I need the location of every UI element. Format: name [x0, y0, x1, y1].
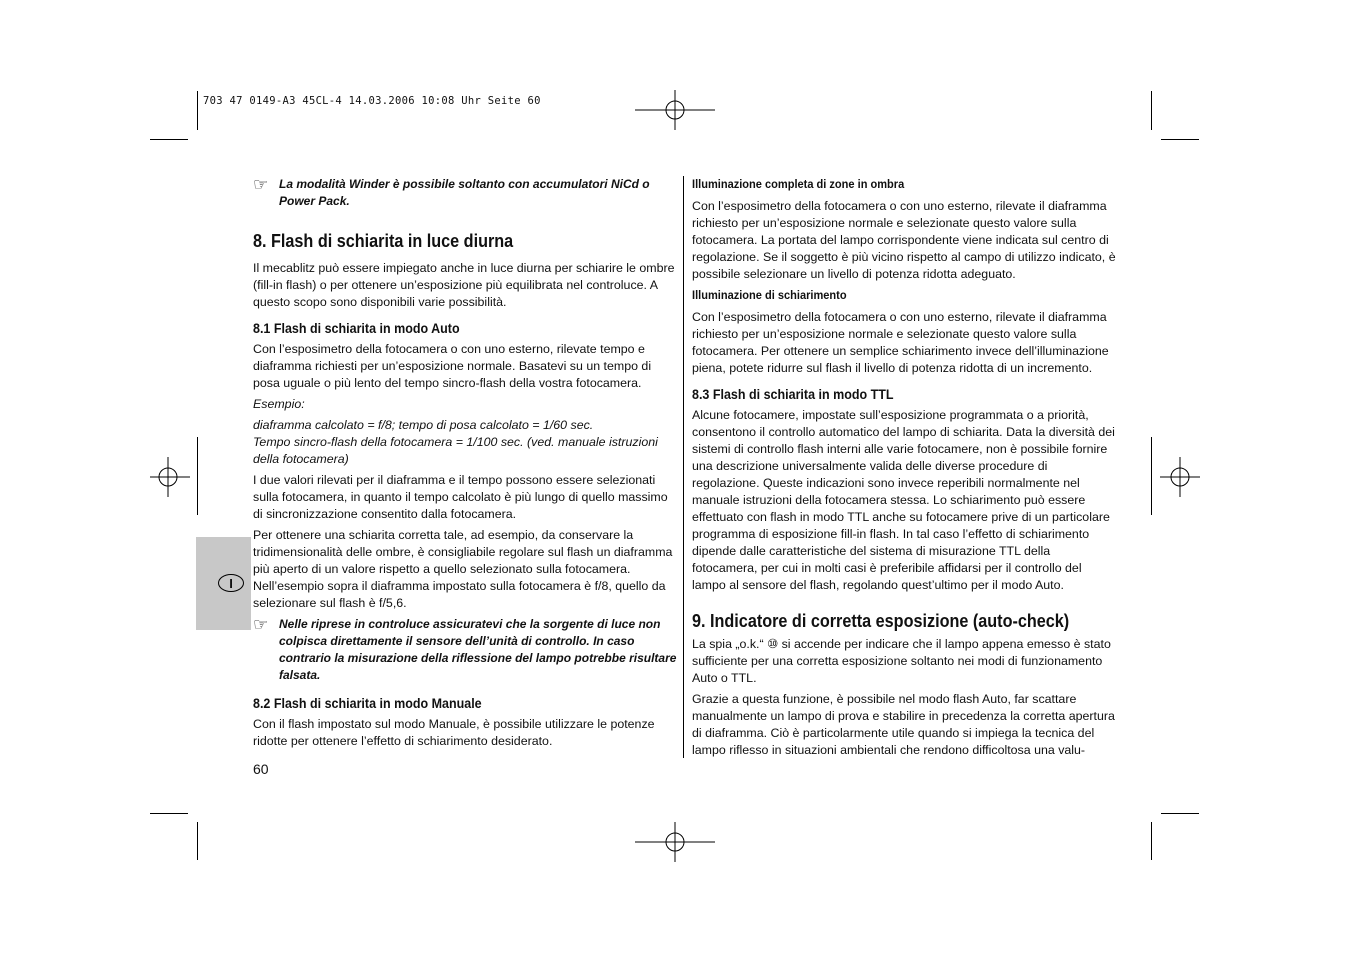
section-heading-8: 8. Flash di schiarita in luce diurna — [253, 231, 514, 251]
column-divider — [683, 176, 684, 758]
paragraph: I due valori rilevati per il diaframma e il tempo possono essere selezionati sulla fotocamera, in quanto il tempo calcolato è più lungo di quello massimo di sincronizzazione consentito dalla fotocamera. — [253, 473, 668, 521]
page-number: 60 — [253, 761, 269, 777]
subsection-heading-8-1: 8.1 Flash di schiarita in modo Auto — [253, 321, 460, 336]
paragraph: La spia „o.k.“ ⑩ si accende per indicare che il lampo appena emesso è stato sufficiente per una corretta esposizione soltanto nei modi di funzionamento Auto o TTL. — [692, 637, 1111, 685]
paragraph: Il mecablitz può essere impiegato anche in luce diurna per schiarire le ombre (fill-in flash) o per ottenere un’esposizione più equilibrata nel controluce. A questo scopo sono disponibili varie possibilità. — [253, 261, 675, 309]
note-text: Nelle riprese in controluce assicuratevi che la sorgente di luce non colpisca direttamente il sensore dell’unità di controllo. In caso contrario la misurazione della riflessione del lampo potrebbe risultare falsata. — [279, 617, 677, 682]
crop-mark — [150, 813, 188, 814]
print-slug: 703 47 0149-A3 45CL-4 14.03.2006 10:08 Uhr Seite 60 — [203, 95, 541, 107]
crop-mark — [1151, 91, 1152, 130]
registration-mark-icon — [635, 101, 715, 119]
language-tab-letter: I — [218, 574, 244, 592]
left-column — [253, 176, 677, 750]
subsection-heading-8-3: 8.3 Flash di schiarita in modo TTL — [692, 387, 894, 402]
pointing-hand-icon: ☞ — [253, 615, 269, 634]
paragraph: Con l’esposimetro della fotocamera o con uno esterno, rilevate il diaframma richiesto per un’esposizione normale e selezionate questo valore sulla fotocamera. Per ottenere un semplice schiarimento invece dell’illuminazione piena, potete ridurre sul flash il livello di potenza ridotta di un incremento. — [692, 310, 1109, 375]
subheading-fill-illumination: Illuminazione di schiarimento — [692, 288, 847, 302]
pointing-hand-icon: ☞ — [253, 175, 269, 194]
crop-mark — [1161, 813, 1199, 814]
crop-mark — [1151, 822, 1152, 860]
crop-mark — [1151, 437, 1152, 515]
note-text: La modalità Winder è possibile soltanto con accumulatori NiCd o Power Pack. — [279, 177, 650, 208]
note-backlight — [253, 616, 677, 684]
note-winder — [253, 176, 677, 210]
example-label: Esempio: — [253, 397, 305, 411]
crop-mark — [197, 437, 198, 515]
section-heading-9: 9. Indicatore di corretta esposizione (auto-check) — [692, 611, 1070, 631]
paragraph: Grazie a questa funzione, è possibile nel modo flash Auto, far scattare manualmente un lampo di prova e stabilire in precedenza la corretta apertura di diaframma. Ciò è particolarmente utile quando si impiega la tecnica del lampo riflesso in situazioni ambientali che rendono difficoltosa una valu- — [692, 692, 1115, 757]
subheading-full-illumination: Illuminazione completa di zone in ombra — [692, 177, 905, 191]
registration-mark-icon — [150, 457, 190, 497]
right-column — [692, 176, 1116, 759]
crop-mark — [197, 822, 198, 860]
paragraph: Con l’esposimetro della fotocamera o con uno esterno, rilevate il diaframma richiesto per un’esposizione normale e selezionate questo valore sulla fotocamera. La portata del lampo corrispondente viene indicata sul centro di regolazione. Se il soggetto è più vicino rispetto al campo di utilizzo indicato, è possibile selezionare un livello di potenza ridotta adeguato. — [692, 199, 1116, 281]
subsection-heading-8-2: 8.2 Flash di schiarita in modo Manuale — [253, 696, 482, 711]
crop-mark — [150, 139, 188, 140]
registration-mark-icon — [1160, 457, 1200, 497]
crop-mark — [1161, 139, 1199, 140]
paragraph: Con l’esposimetro della fotocamera o con uno esterno, rilevate tempo e diaframma richiesti per un’esposizione normale. Basatevi su un tempo di posa uguale o più lento del tempo sincro-flash della vostra fotocamera. — [253, 342, 652, 390]
example-line: Tempo sincro-flash della fotocamera = 1/100 sec. (ved. manuale istruzioni della fotocamera) — [253, 435, 658, 466]
paragraph: Con il flash impostato sul modo Manuale, è possibile utilizzare le potenze ridotte per ottenere l’effetto di schiarimento desiderato. — [253, 717, 655, 748]
paragraph: Per ottenere una schiarita corretta tale, ad esempio, da conservare la tridimensionalità delle ombre, è consigliabile regolare sul flash un diaframma più aperto di un valore rispetto a quello selezionato sulla fotocamera. Nell’esempio sopra il diaframma impostato sulla fotocamera è f/8, quello da selezionare sul flash è f/5,6. — [253, 528, 673, 610]
paragraph: Alcune fotocamere, impostate sull’esposizione programmata o a priorità, consentono il controllo automatico del lampo di schiarita. Data la diversità dei sistemi di controllo flash interni alle varie fotocamere, non è possibile fornire una descrizione universalmente valida delle diverse procedure di regolazione. Queste indicazioni sono invece reperibili normalmente nel manuale istruzioni della fotocamera stessa. Lo schiarimento può essere effettuato con flash in modo TTL anche su fotocamere prive di un particolare programma di esposizione fill-in flash. In tal caso l’effetto di schiarimento dipende dalle caratteristiche del sistema di misurazione TTL della fotocamera, per cui in molti casi è preferibile affidarsi per il controllo del lampo al sensore del flash, regolando quest’ultimo per il modo Auto. — [692, 408, 1115, 592]
example-line: diaframma calcolato = f/8; tempo di posa calcolato = 1/60 sec. — [253, 418, 594, 432]
language-tab — [196, 537, 251, 630]
crop-mark — [197, 91, 198, 130]
registration-mark-icon — [635, 833, 715, 851]
